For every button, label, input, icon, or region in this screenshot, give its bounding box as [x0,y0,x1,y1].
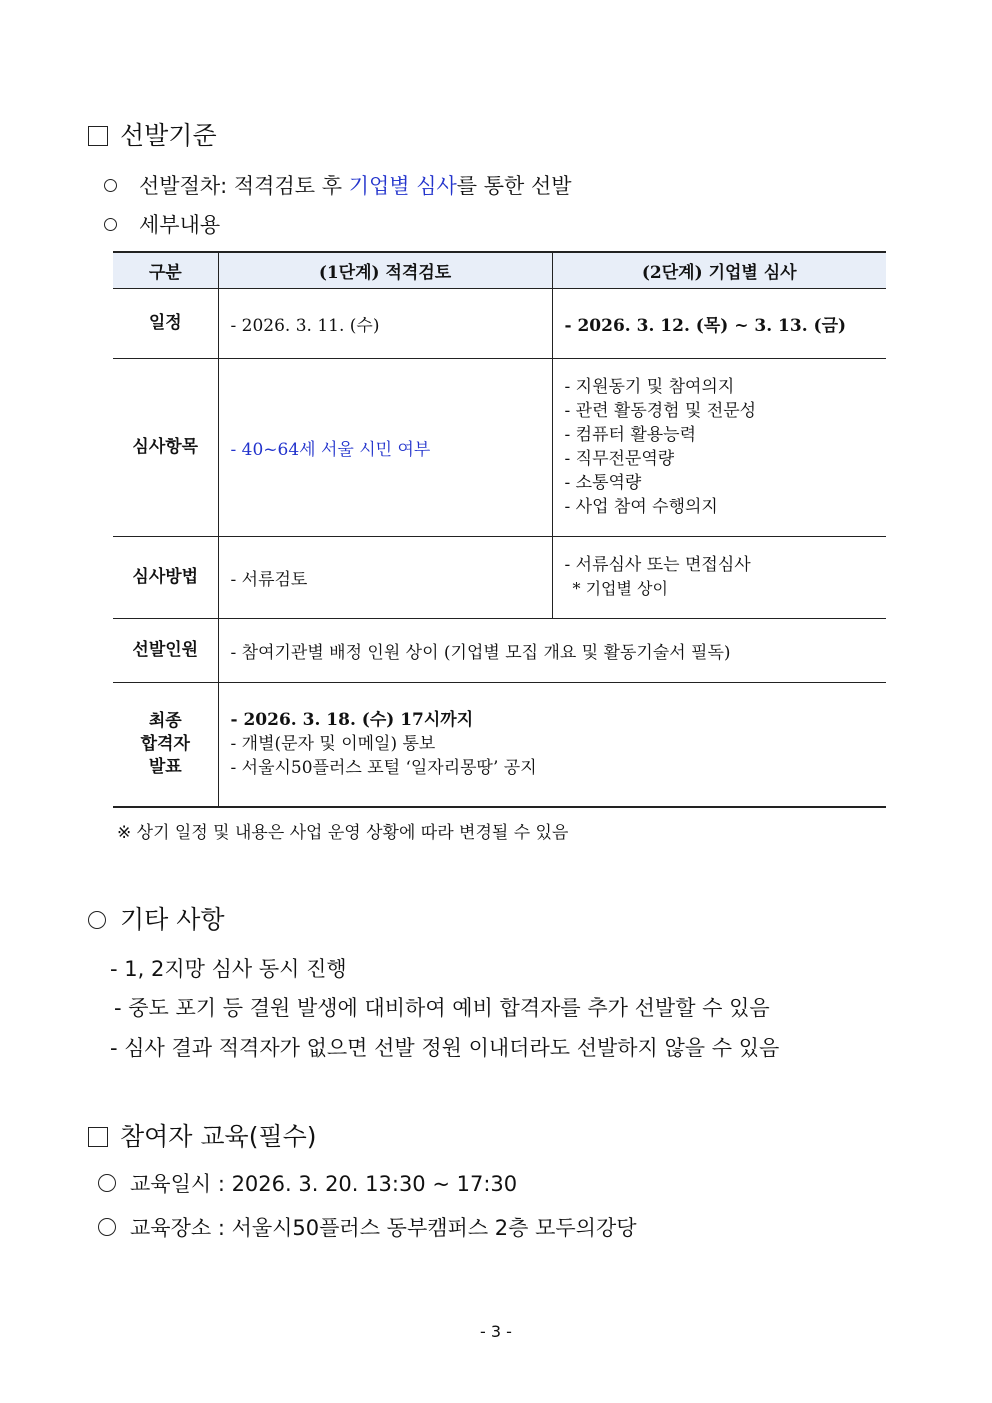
table-row-schedule [113,288,886,358]
circle-bullet-icon [98,1218,116,1236]
circle-bullet-icon [104,179,117,192]
schedule-stage2: - 2026. 3. 12. (목) ~ 3. 13. (금) [552,288,886,358]
education-place: 교육장소 : 서울시50플러스 동부캠퍼스 2층 모두의강당 [98,1212,637,1242]
education-date: 교육일시 : 2026. 3. 20. 13:30 ~ 17:30 [98,1168,517,1198]
header-stage1: (1단계) 적격검토 [218,252,552,288]
section-title-education: 참여자 교육(필수) [88,1117,317,1153]
change-note: ※ 상기 일정 및 내용은 사업 운영 상황에 따라 변경될 수 있음 [117,823,569,843]
header-stage2: (2단계) 기업별 심사 [552,252,886,288]
page-number: - 3 - [480,1322,512,1341]
header-category: 구분 [113,252,218,288]
list-item: - 관련 활동경험 및 전문성 [564,401,757,421]
method-stage2-main: - 서류심사 또는 면접심사 [564,555,751,575]
list-item: - 서울시50플러스 포털 ‘일자리몽땅’ 공지 [230,758,537,779]
list-item: - 2026. 3. 18. (수) 17시까지 [230,710,474,731]
list-item: - 컴퓨터 활용능력 [564,425,697,445]
table-row-method [113,536,886,618]
row-label: 최종 합격자 발표 [113,682,218,807]
etc-line-2: - 중도 포기 등 결원 발생에 대비하여 예비 합격자를 추가 선발할 수 있음 [114,996,770,1020]
etc-line-3: - 심사 결과 적격자가 없으면 선발 정원 이내더라도 선발하지 않을 수 있음 [110,1036,780,1060]
list-item: - 소통역량 [564,473,642,493]
circle-bullet-icon [98,1174,116,1192]
method-stage1: - 서류검토 [218,536,552,618]
table-row-count [113,618,886,682]
method-stage2 [552,536,886,618]
method-stage2-note: * 기업별 상이 [572,579,668,598]
circle-bullet-icon [88,911,106,929]
items-stage1: - 40~64세 서울 시민 여부 [218,358,552,536]
items-stage2-list [552,358,886,536]
circle-bullet-icon [104,218,117,231]
list-item: - 지원동기 및 참여의지 [564,377,735,397]
row-label: 선발인원 [113,618,218,682]
details-line: 세부내용 [104,209,220,239]
procedure-line: 선발절차: 적격검토 후 기업별 심사를 통한 선발 [104,170,572,200]
section-title-selection: 선발기준 [88,116,217,152]
checkbox-square-icon [88,126,108,146]
checkbox-square-icon [88,1127,108,1147]
row-label: 심사항목 [113,358,218,536]
row-label: 심사방법 [113,536,218,618]
table-row-items [113,358,886,536]
table-row-final [113,682,886,807]
schedule-stage1: - 2026. 3. 11. (수) [218,288,552,358]
count-text: - 참여기관별 배정 인원 상이 (기업별 모집 개요 및 활동기술서 필독) [218,618,886,682]
final-lines [218,682,886,807]
list-item: - 직무전문역량 [564,449,675,469]
etc-line-1: - 1, 2지망 심사 동시 진행 [110,957,347,981]
list-item: - 사업 참여 수행의지 [564,497,718,517]
selection-table [113,251,886,808]
table-header-row [113,252,886,288]
list-item: - 개별(문자 및 이메일) 통보 [230,734,436,755]
section-title-etc: 기타 사항 [88,900,225,936]
highlight-text: 기업별 심사 [348,174,457,198]
row-label: 일정 [113,288,218,358]
